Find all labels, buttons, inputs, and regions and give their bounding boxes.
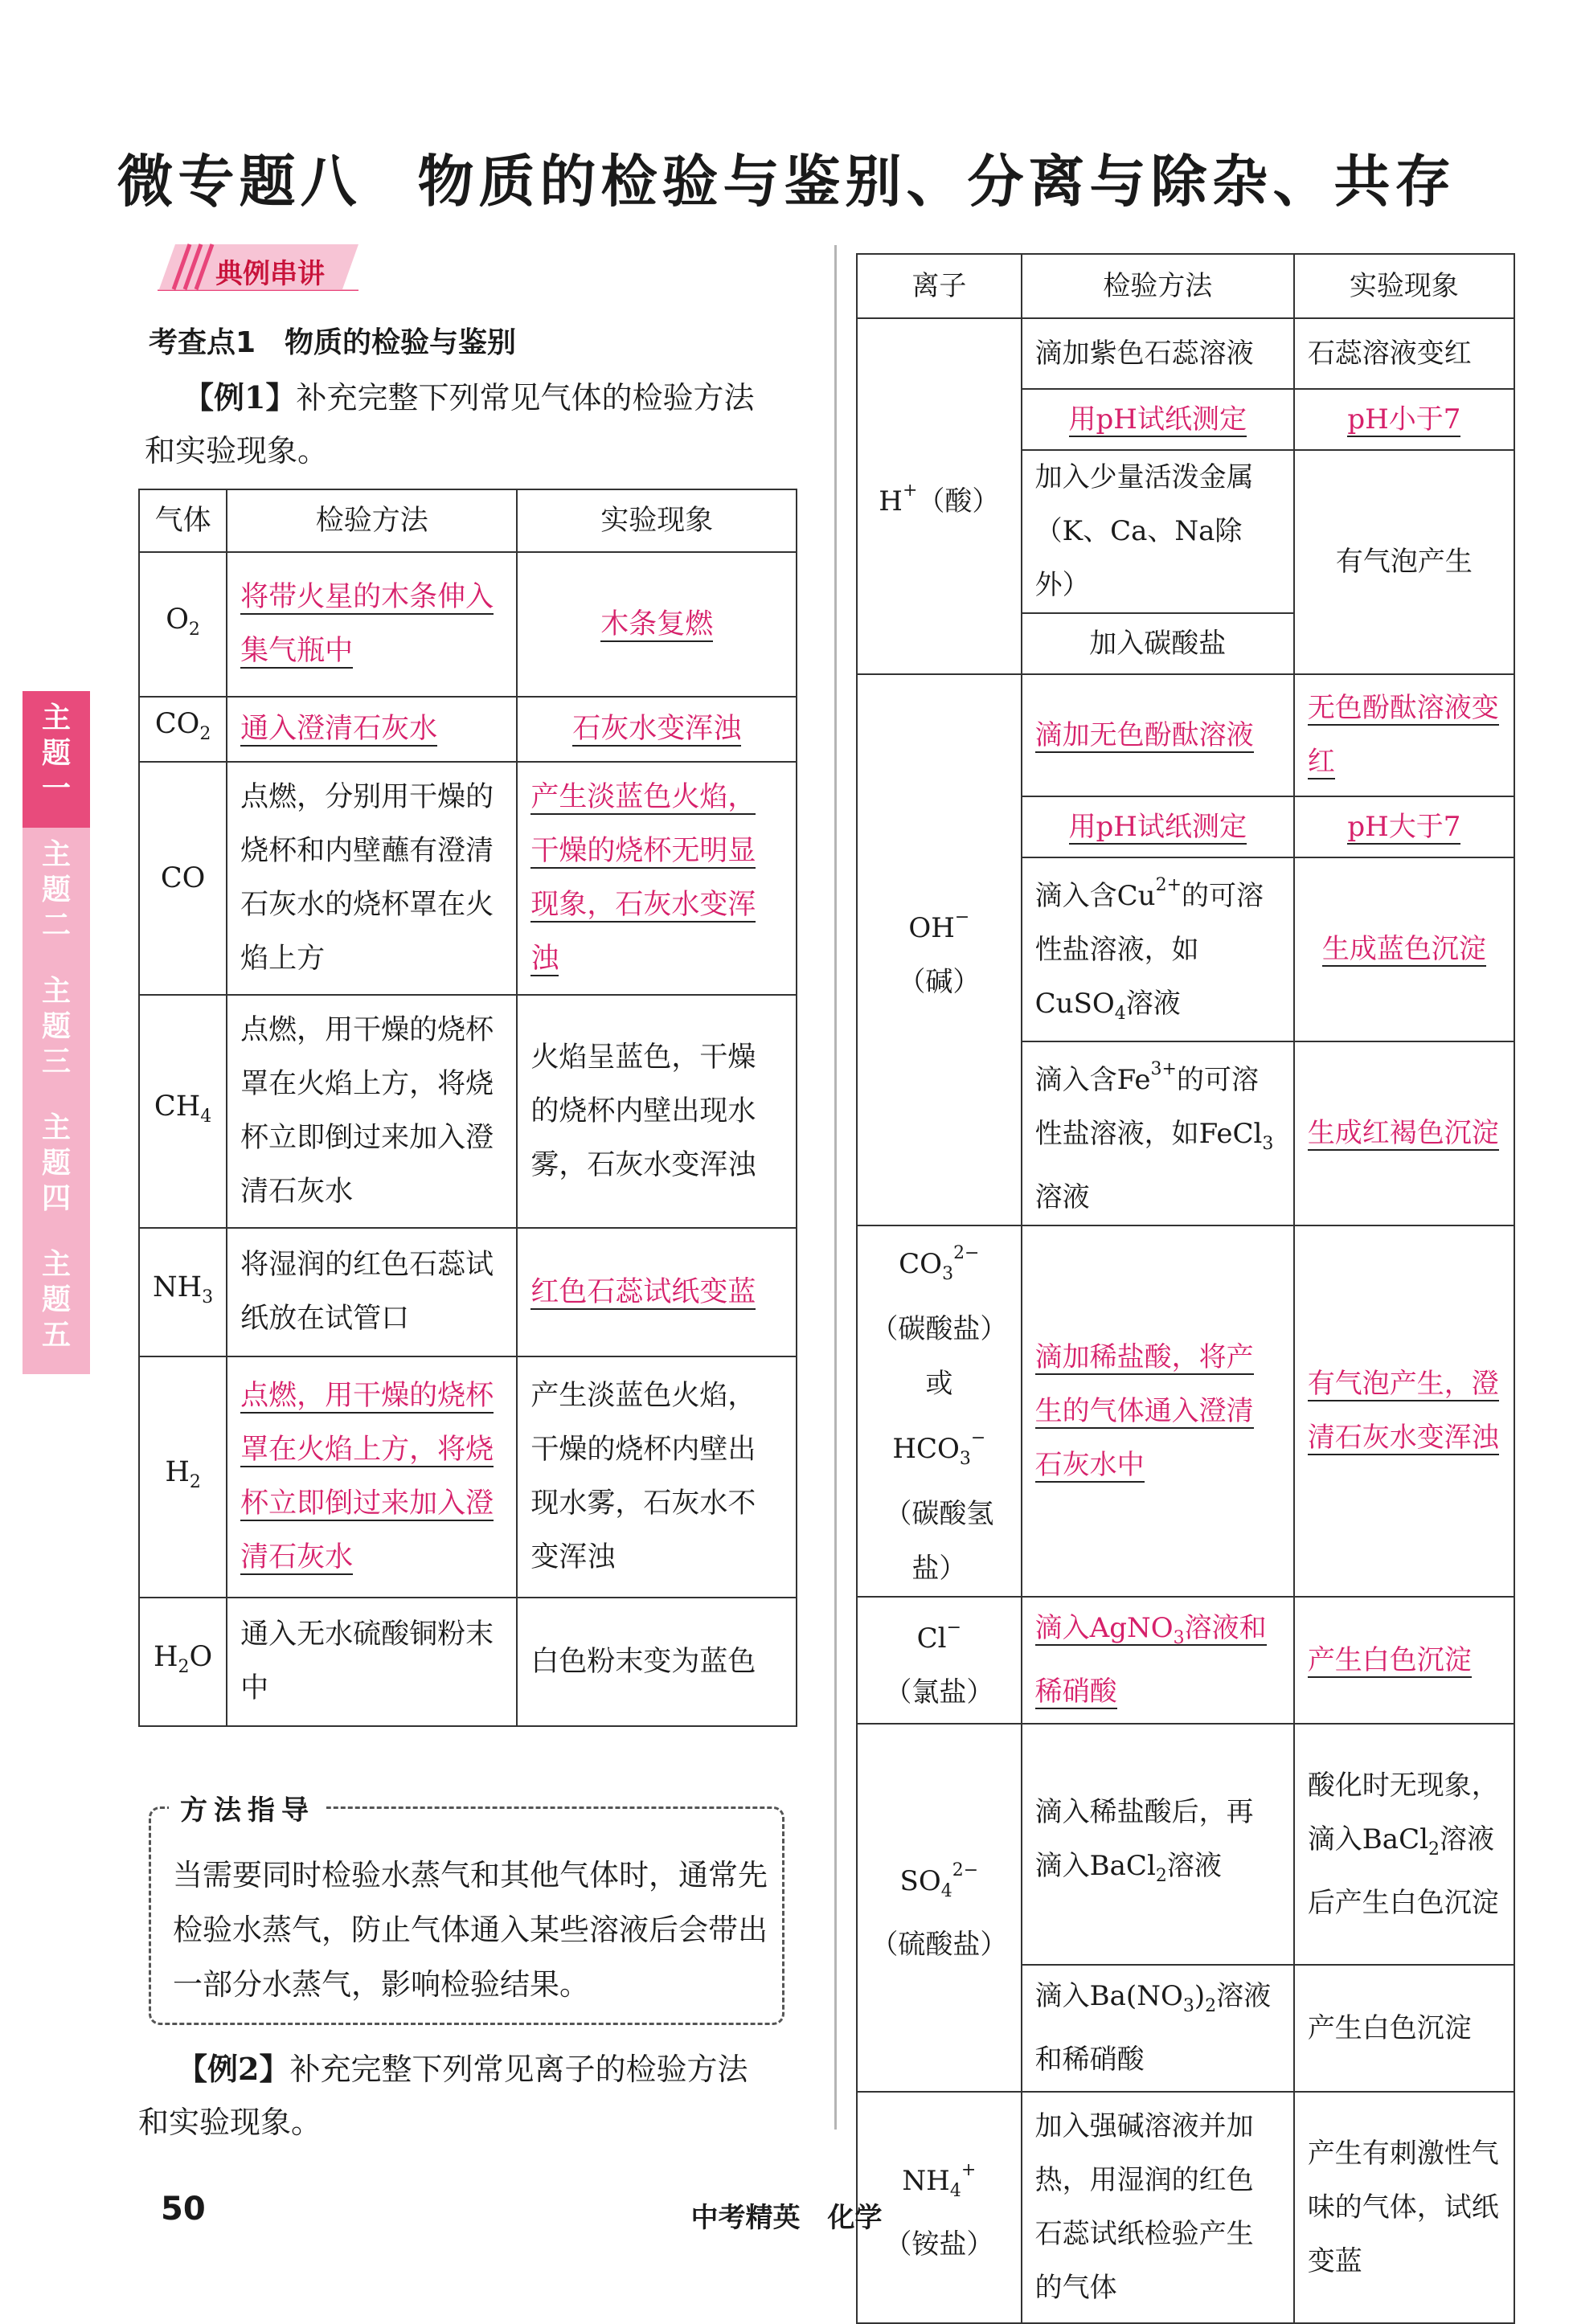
superscript: 2−	[953, 1243, 980, 1263]
gas-formula: H	[153, 1640, 178, 1673]
superscript: +	[961, 2160, 977, 2180]
example1-line1: 补充完整下列常见气体的检验方法	[296, 380, 755, 415]
answer-cell[interactable]	[1294, 389, 1514, 450]
method-guide-title: 方法指导	[169, 1788, 326, 1827]
section-heading: 考查点1 物质的检验与鉴别	[149, 326, 517, 359]
subscript: 3	[1262, 1134, 1274, 1154]
method-text: 滴入稀盐酸后，再滴入BaCl	[1034, 1796, 1254, 1882]
table-header: 实验现象	[517, 489, 797, 552]
gas-cell	[139, 995, 227, 1228]
sidebar-item-label: 主题二	[41, 838, 71, 942]
answer-cell[interactable]	[1022, 796, 1294, 857]
example2-line1: 补充完整下列常见离子的检验方法	[289, 2052, 748, 2087]
gas-formula: O	[166, 603, 189, 636]
gas-formula: H	[165, 1455, 190, 1488]
method-cell: 点燃，用干燥的烧杯罩在火焰上方，将烧杯立即倒过来加入澄清石灰水	[227, 995, 517, 1228]
phenomenon-cell	[1294, 1724, 1514, 1965]
answer-cell[interactable]	[517, 1228, 797, 1356]
table-row	[857, 318, 1514, 389]
method-cell	[1022, 1041, 1294, 1225]
phenomenon-answer: 有气泡产生，澄清石灰水变浑浊	[1307, 1368, 1499, 1454]
gas-formula: CO	[154, 708, 200, 740]
gas-cell	[139, 552, 227, 697]
phenomenon-answer: pH小于7	[1347, 403, 1461, 436]
ion-cell	[857, 1724, 1022, 2092]
method-cell	[1022, 1965, 1294, 2092]
table-row	[857, 1597, 1514, 1724]
sidebar-item-label: 主题五	[41, 1248, 71, 1352]
footer-text: 中考精英 化学	[690, 2202, 883, 2234]
answer-cell[interactable]	[1022, 1225, 1294, 1597]
method-answer: 滴加稀盐酸，将产生的气体通入澄清石灰水中	[1034, 1340, 1254, 1481]
phenomenon-cell: 石蕊溶液变红	[1294, 318, 1514, 389]
ion-formula: OH	[908, 912, 955, 944]
method-text: 滴入含Cu	[1034, 880, 1156, 912]
answer-cell[interactable]	[227, 1356, 517, 1598]
method-cell: 加入碳酸盐	[1022, 613, 1294, 674]
method-cell	[1022, 857, 1294, 1041]
example1-line2: 和实验现象。	[145, 433, 329, 468]
subscript: 3	[959, 1449, 971, 1469]
sidebar-item-topic2[interactable]	[23, 828, 90, 964]
gas-formula: NH	[153, 1270, 203, 1303]
ion-formula: NH	[902, 2165, 950, 2197]
subscript: 2	[1428, 1839, 1440, 1860]
ion-cell	[857, 1225, 1022, 1597]
ion-type: （铵盐）	[884, 2228, 994, 2261]
answer-cell[interactable]	[1294, 796, 1514, 857]
method-answer: 滴加无色酚酞溶液	[1034, 718, 1254, 751]
ion-table	[856, 253, 1515, 2324]
gas-formula: O	[189, 1640, 213, 1673]
answer-cell[interactable]	[517, 762, 797, 995]
method-cell: 点燃，分别用干燥的烧杯和内壁蘸有澄清石灰水的烧杯罩在火焰上方	[227, 762, 517, 995]
ion-type: （碱）	[898, 966, 981, 998]
phenomenon-answer: 石灰水变浑浊	[572, 713, 742, 745]
subscript: 3	[1182, 1996, 1194, 2016]
phenomenon-answer: 生成红褐色沉淀	[1307, 1117, 1499, 1149]
sidebar-item-label: 主题四	[41, 1111, 71, 1215]
method-text: 溶液和稀硝酸	[1034, 1980, 1272, 2076]
page-number: 50	[161, 2191, 206, 2228]
gas-cell	[139, 762, 227, 995]
gas-cell	[139, 1356, 227, 1598]
method-text: )	[1194, 1980, 1206, 2012]
subscript: 2	[188, 619, 200, 640]
method-guide-text: 当需要同时检验水蒸气和其他气体时，通常先检验水蒸气，防止气体通入某些溶液后会带出一部分水蒸气，影响检验结果。	[173, 1858, 768, 2002]
method-text: 溶液	[1125, 988, 1181, 1020]
table-row	[139, 1228, 797, 1356]
ion-cell	[857, 1597, 1022, 1724]
method-answer: 通入澄清石灰水	[240, 713, 438, 745]
table-header: 实验现象	[1294, 254, 1514, 318]
method-answer: 点燃，用干燥的烧杯罩在火焰上方，将烧杯立即倒过来加入澄清石灰水	[240, 1380, 494, 1573]
answer-cell[interactable]	[1294, 1041, 1514, 1225]
ion-type: （氯盐）	[884, 1676, 994, 1708]
answer-cell[interactable]	[1294, 857, 1514, 1041]
subscript: 3	[202, 1287, 214, 1307]
phenomenon-cell: 有气泡产生	[1294, 450, 1514, 674]
ion-cell	[857, 318, 1022, 674]
phenomenon-cell: 产生白色沉淀	[1294, 1965, 1514, 2092]
section-banner: 典例串讲	[215, 258, 325, 290]
method-answer: 将带火星的木条伸入集气瓶中	[240, 581, 494, 667]
answer-cell[interactable]	[1022, 674, 1294, 796]
method-answer: 溶液和稀硝酸	[1034, 1612, 1267, 1708]
phenomenon-answer: 生成蓝色沉淀	[1321, 933, 1486, 965]
method-answer: 用pH试纸测定	[1068, 810, 1247, 843]
superscript: 2−	[952, 1860, 979, 1880]
example1-text	[145, 371, 804, 477]
gas-table	[138, 489, 797, 1727]
subscript: 2	[189, 1471, 201, 1492]
phenomenon-cell: 白色粉末变为蓝色	[517, 1598, 797, 1726]
gas-cell	[139, 1598, 227, 1726]
column-divider	[834, 245, 837, 2130]
table-row	[857, 1225, 1514, 1597]
table-row	[139, 762, 797, 995]
gas-cell	[139, 697, 227, 762]
gas-cell	[139, 1228, 227, 1356]
phenomenon-answer: 产生白色沉淀	[1307, 1643, 1472, 1676]
phenomenon-cell: 产生有刺激性气味的气体，试纸变蓝	[1294, 2092, 1514, 2323]
table-row	[139, 697, 797, 762]
method-cell	[1022, 1724, 1294, 1965]
answer-cell[interactable]	[227, 552, 517, 697]
superscript: 3+	[1150, 1059, 1177, 1079]
ion-type: （碳酸氢盐）	[884, 1498, 994, 1585]
table-header: 离子	[857, 254, 1022, 318]
superscript: +	[902, 481, 918, 501]
phenomenon-answer: 红色石蕊试纸变蓝	[530, 1275, 756, 1308]
example2-label: 【例2】	[177, 2051, 290, 2087]
method-cell: 将湿润的红色石蕊试纸放在试管口	[227, 1228, 517, 1356]
subscript: 2	[1205, 1996, 1217, 2016]
sidebar-item-topic5[interactable]	[23, 1238, 90, 1374]
table-row	[139, 1598, 797, 1726]
subscript: 4	[940, 1881, 952, 1901]
subscript: 4	[1114, 1004, 1126, 1024]
ion-type: （碳酸盐）或	[870, 1313, 1008, 1400]
method-answer: 滴入AgNO	[1034, 1612, 1174, 1644]
phenomenon-cell: 火焰呈蓝色，干燥的烧杯内壁出现水雾，石灰水变浑浊	[517, 995, 797, 1228]
answer-cell[interactable]	[1022, 1597, 1294, 1724]
method-cell: 加入强碱溶液并加热，用湿润的红色石蕊试纸检验产生的气体	[1022, 2092, 1294, 2323]
table-row	[139, 552, 797, 697]
table-row	[139, 995, 797, 1228]
method-text: 的可溶性盐溶液，如FeCl	[1034, 1064, 1263, 1150]
sidebar-item-label: 主题三	[41, 975, 71, 1078]
page-title	[0, 137, 1573, 218]
phenomenon-cell: 产生淡蓝色火焰，干燥的烧杯内壁出现水雾，石灰水不变浑浊	[517, 1356, 797, 1598]
table-header: 检验方法	[227, 489, 517, 552]
ion-formula: HCO	[892, 1433, 960, 1465]
ion-formula: CO	[899, 1248, 943, 1280]
superscript: −	[954, 907, 970, 927]
superscript: −	[970, 1428, 986, 1448]
ion-cell	[857, 674, 1022, 1225]
subscript: 4	[949, 2181, 961, 2201]
subscript: 3	[1173, 1628, 1185, 1648]
table-header: 气体	[139, 489, 227, 552]
answer-cell[interactable]	[1294, 674, 1514, 796]
subscript: 2	[178, 1656, 190, 1677]
answer-cell[interactable]	[517, 697, 797, 762]
gas-formula: CO	[160, 861, 206, 894]
title-part1: 微专题八	[117, 148, 362, 215]
example1-label: 【例1】	[183, 379, 297, 415]
answer-cell[interactable]	[227, 697, 517, 762]
phenomenon-text: 溶液后产生白色沉淀	[1307, 1823, 1499, 1919]
ion-type: （硫酸盐）	[870, 1929, 1008, 1961]
superscript: −	[946, 1618, 961, 1638]
ion-formula: SO	[899, 1865, 941, 1897]
ion-formula: Cl	[916, 1622, 947, 1655]
answer-cell[interactable]	[1294, 1597, 1514, 1724]
method-text: 溶液	[1034, 1181, 1090, 1213]
sidebar-item-topic3[interactable]	[23, 964, 90, 1101]
gas-formula: CH	[154, 1090, 201, 1123]
answer-cell[interactable]	[517, 552, 797, 697]
method-text: 滴入Ba(NO	[1034, 1980, 1183, 2012]
superscript: 2+	[1155, 875, 1182, 895]
phenomenon-answer: 木条复燃	[600, 608, 714, 640]
example2-line2: 和实验现象。	[138, 2105, 322, 2140]
sidebar-item-topic4[interactable]	[23, 1101, 90, 1238]
title-part2: 物质的检验与鉴别、分离与除杂、共存	[417, 148, 1456, 215]
subscript: 4	[200, 1106, 212, 1127]
table-row	[857, 674, 1514, 796]
method-text: 的可溶性盐溶液，如CuSO	[1034, 880, 1264, 1020]
phenomenon-answer: 无色酚酞溶液变红	[1307, 692, 1499, 778]
answer-cell[interactable]	[1294, 1225, 1514, 1597]
answer-cell[interactable]	[1022, 389, 1294, 450]
method-cell: 通入无水硫酸铜粉末中	[227, 1598, 517, 1726]
example2-text	[138, 2043, 797, 2149]
sidebar-item-label: 主题一	[41, 702, 71, 805]
table-row	[139, 1356, 797, 1598]
method-text: 滴入含Fe	[1034, 1064, 1151, 1096]
subscript: 2	[199, 724, 211, 744]
method-answer: 用pH试纸测定	[1068, 403, 1247, 436]
phenomenon-answer: pH大于7	[1347, 810, 1461, 843]
method-cell: 滴加紫色石蕊溶液	[1022, 318, 1294, 389]
phenomenon-text: 酸化时无现象，滴入BaCl	[1307, 1769, 1499, 1856]
ion-formula: H	[879, 485, 903, 518]
method-cell: 加入少量活泼金属（K、Ca、Na除外）	[1022, 450, 1294, 613]
table-header: 检验方法	[1022, 254, 1294, 318]
sidebar-item-topic1[interactable]	[23, 691, 90, 828]
table-row	[857, 1724, 1514, 1965]
subscript: 3	[942, 1264, 954, 1284]
phenomenon-answer: 产生淡蓝色火焰，干燥的烧杯无明显现象，石灰水变浑浊	[530, 781, 756, 975]
method-text: 溶液	[1166, 1850, 1222, 1882]
subscript: 2	[1155, 1866, 1167, 1886]
ion-type: （酸）	[917, 485, 1000, 518]
